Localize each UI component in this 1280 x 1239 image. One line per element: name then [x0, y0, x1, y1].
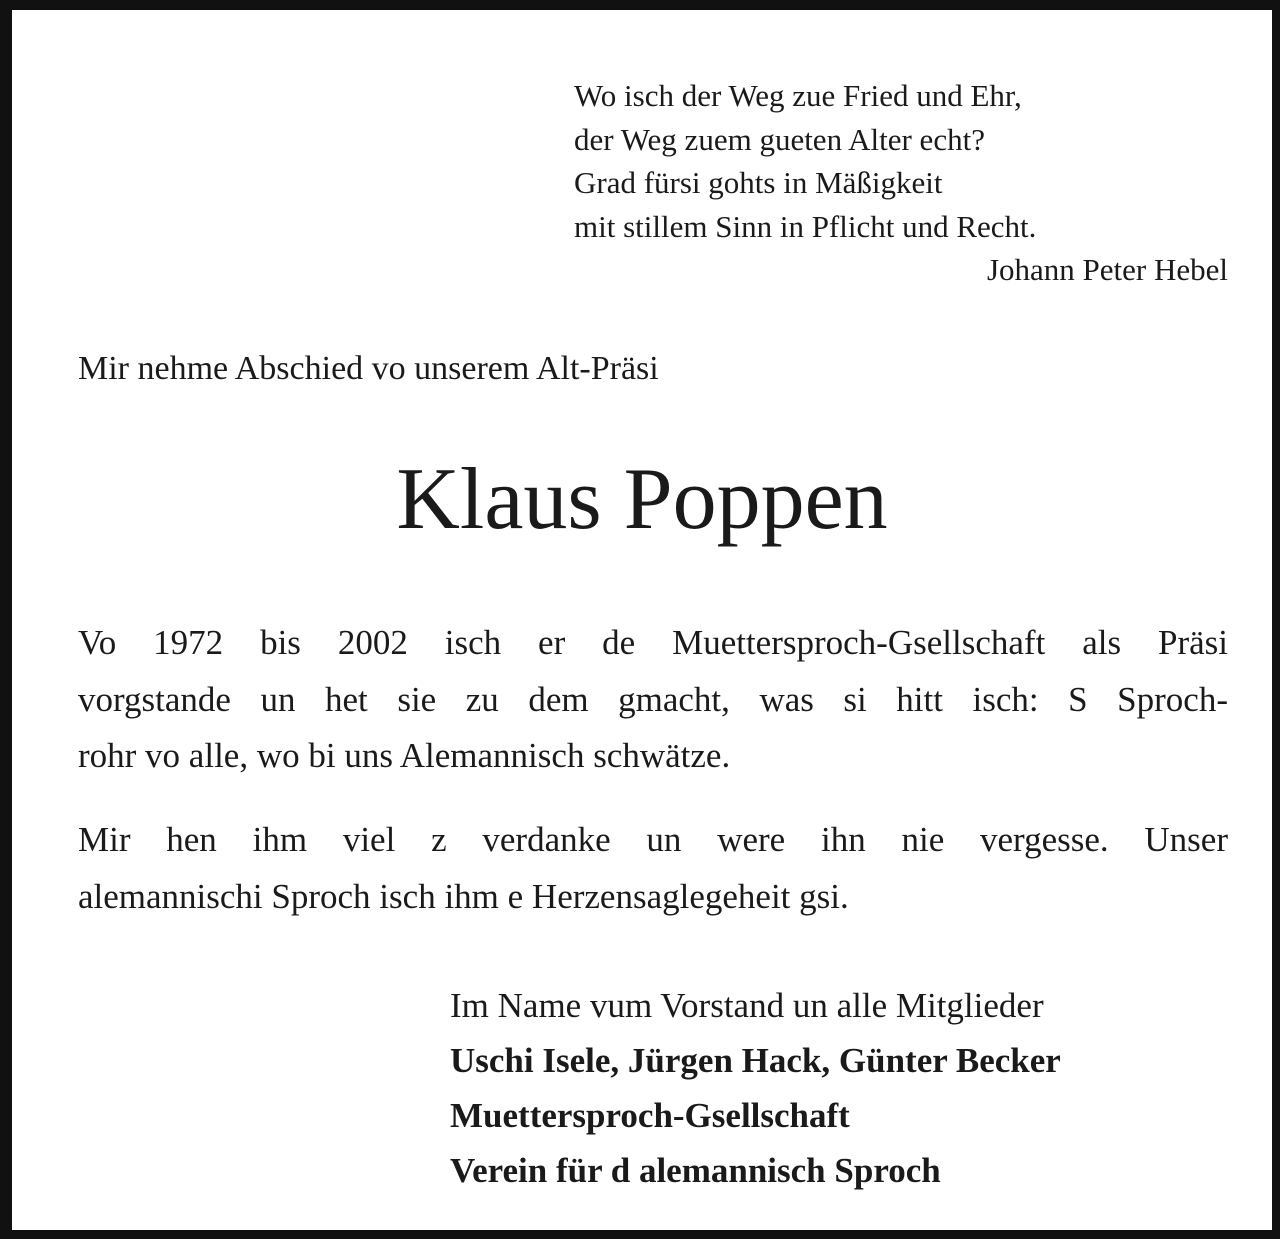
poem-line: der Weg zuem gueten Alter echt?: [574, 121, 985, 157]
deceased-name: Klaus Poppen: [396, 451, 888, 548]
farewell-intro: Mir nehme Abschied vo unserem Alt-Präsi: [78, 350, 659, 387]
poem-line: mit stillem Sinn in Pflicht und Recht.: [574, 208, 1037, 244]
tribute-paragraph-1: [78, 615, 1228, 785]
paragraph-line: Vo 1972 bis 2002 isch er de Muettersproch-Gsellschaft als Präsi: [78, 623, 1228, 662]
signature-preface: Im Name vum Vorstand un alle Mitglieder: [450, 986, 1044, 1025]
poem-line: Grad fürsi gohts in Mäßigkeit: [574, 165, 943, 200]
tribute-paragraph-2: [78, 812, 1228, 925]
poem-line: Wo isch der Weg zue Fried und Ehr,: [574, 78, 1022, 113]
paragraph-line: alemannischi Sproch isch ihm e Herzensaglegeheit gsi.: [78, 876, 849, 916]
paragraph-line: vorgstande un het sie zu dem gmacht, was si hitt isch: S Sproch-: [78, 679, 1228, 719]
paragraph-line: rohr vo alle, wo bi uns Alemannisch schwätze.: [78, 736, 731, 775]
poem-author: Johann Peter Hebel: [986, 252, 1228, 287]
signature-names: Uschi Isele, Jürgen Hack, Günter Becker: [450, 1041, 1061, 1080]
signature-organization: Muettersproch-Gsellschaft: [450, 1096, 850, 1135]
paragraph-line: Mir hen ihm viel z verdanke un were ihn nie vergesse. Unser: [78, 820, 1228, 859]
signature-subtitle: Verein für d alemannisch Sproch: [450, 1151, 941, 1190]
signature-block: [450, 978, 1061, 1198]
poem-block: [574, 74, 1234, 292]
